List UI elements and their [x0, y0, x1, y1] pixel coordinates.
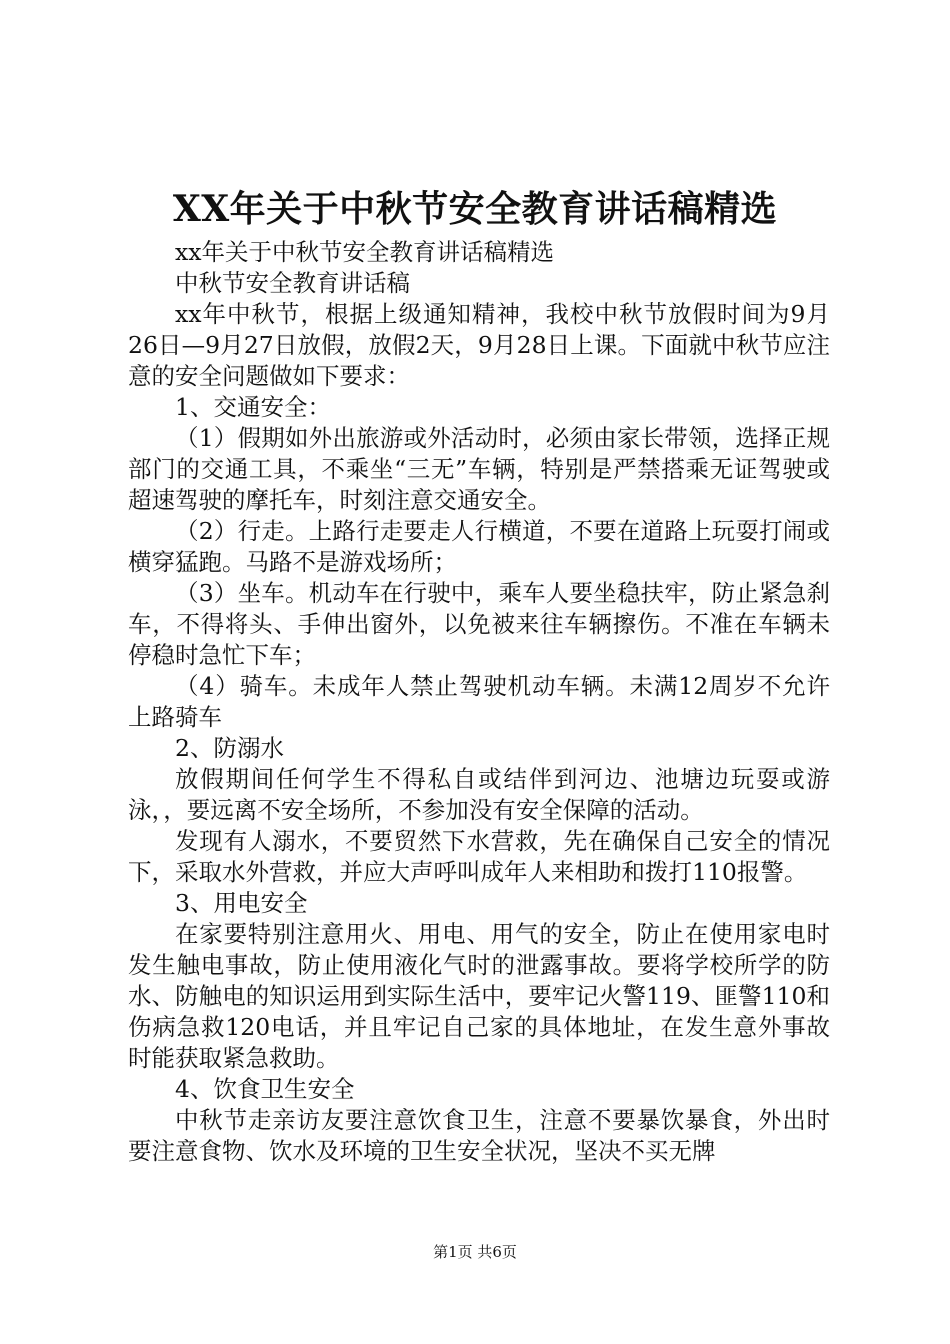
- section-heading-food: 4、饮食卫生安全: [175, 1075, 355, 1103]
- section-heading-traffic: 1、交通安全：: [175, 393, 331, 421]
- paragraph-drowning-1: 放假期间任何学生不得私自或结伴到河边、池塘边玩耍或游泳，，要远离不安全场所，不参加没有安全保障的活动。: [128, 765, 830, 824]
- document-body: [128, 237, 830, 1167]
- paragraph-traffic-3: （3）坐车。机动车在行驶中，乘车人要坐稳扶牢，防止紧急刹车，不得将头、手伸出窗外，以免被来往车辆擦伤。不准在车辆未停稳时急忙下车；: [128, 579, 830, 669]
- paragraph-traffic-4: （4）骑车。未成年人禁止驾驶机动车辆。未满12周岁不允许上路骑车: [128, 672, 830, 731]
- paragraph-traffic-1: （1）假期如外出旅游或外活动时，必须由家长带领，选择正规部门的交通工具，不乘坐“三无”车辆，特别是严禁搭乘无证驾驶或超速驾驶的摩托车，时刻注意交通安全。: [128, 424, 830, 514]
- paragraph-intro: xx年中秋节，根据上级通知精神，我校中秋节放假时间为9月26日—9月27日放假，放假2天，9月28日上课。下面就中秋节应注意的安全问题做如下要求：: [128, 300, 830, 390]
- paragraph-drowning-2: 发现有人溺水，不要贸然下水营救，先在确保自己安全的情况下，采取水外营救，并应大声呼叫成年人来相助和拨打110报警。: [128, 827, 830, 886]
- paragraph-subtitle: xx年关于中秋节安全教育讲话稿精选: [175, 238, 555, 266]
- document-title: XX年关于中秋节安全教育讲话稿精选: [172, 188, 778, 230]
- section-heading-drowning: 2、防溺水: [175, 734, 284, 762]
- paragraph-electricity: 在家要特别注意用火、用电、用气的安全，防止在使用家电时发生触电事故，防止使用液化气时的泄露事故。要将学校所学的防水、防触电的知识运用到实际生活中，要牢记火警119、匪警110和伤病急救120电话，并且牢记自己家的具体地址，在发生意外事故时能获取紧急救助。: [128, 920, 830, 1072]
- paragraph-traffic-2: （2）行走。上路行走要走人行横道，不要在道路上玩耍打闹或横穿猛跑。马路不是游戏场所；: [128, 517, 830, 576]
- section-heading-electricity: 3、用电安全: [175, 889, 308, 917]
- page-footer: 第1页 共6页: [433, 1243, 517, 1261]
- paragraph-heading: 中秋节安全教育讲话稿: [175, 269, 410, 297]
- paragraph-food: 中秋节走亲访友要注意饮食卫生，注意不要暴饮暴食，外出时要注意食物、饮水及环境的卫生安全状况，坚决不买无牌: [128, 1106, 830, 1165]
